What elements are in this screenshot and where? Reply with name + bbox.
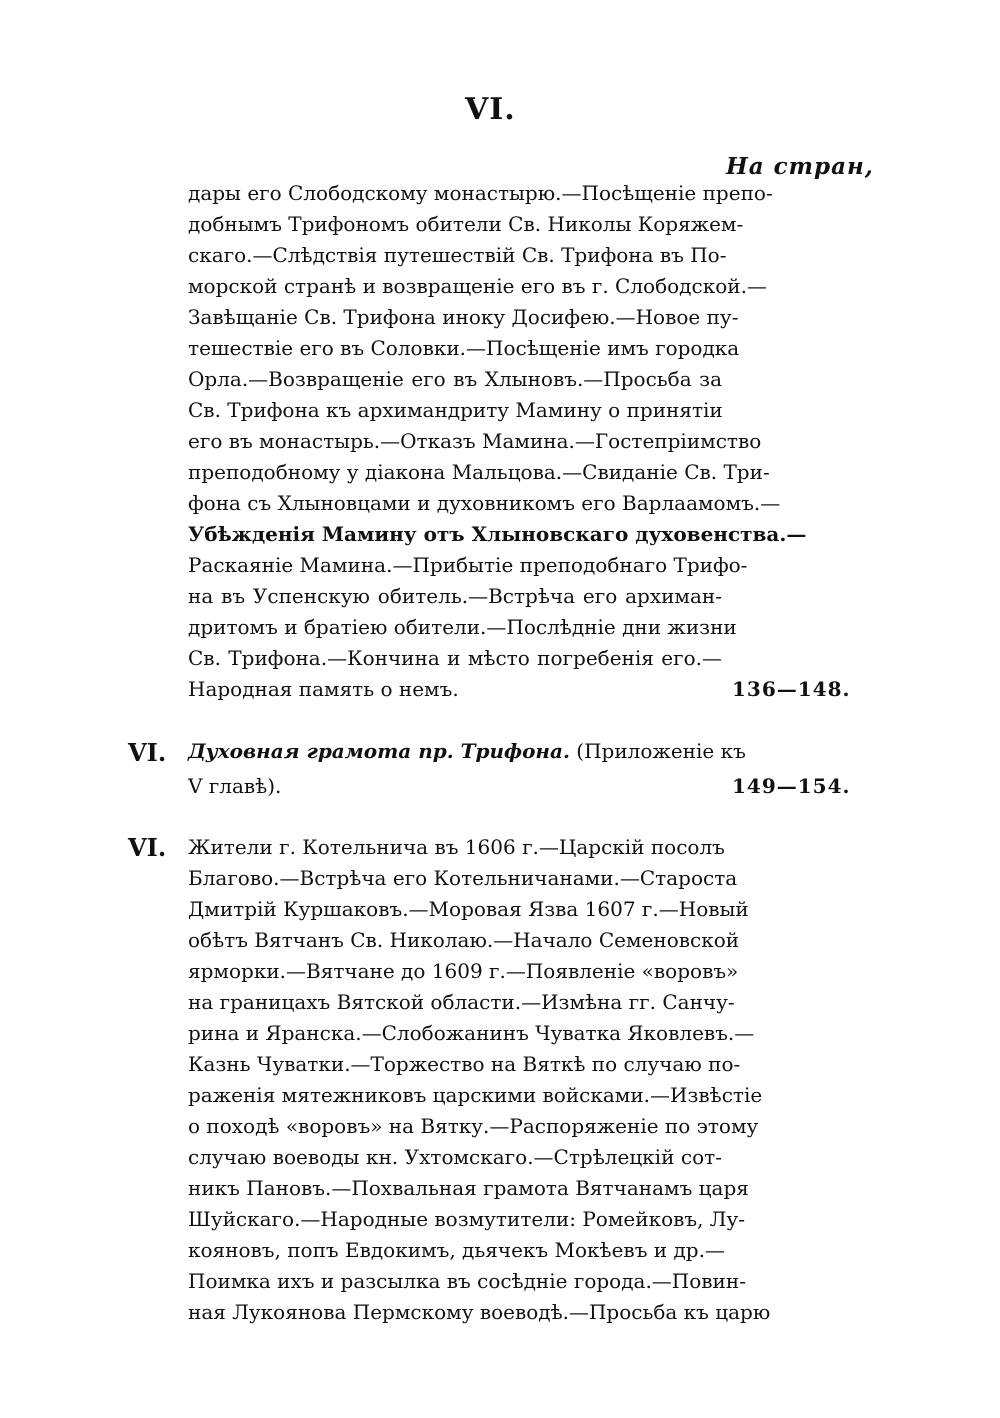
entry-line: Св. Трифона къ архимандриту Мамину о принятіи bbox=[188, 398, 723, 422]
entry-line: скаго.—Слѣдствія путешествій Св. Трифона въ По- bbox=[188, 243, 727, 267]
entry-line: Дмитрій Куршаковъ.—Моровая Язва 1607 г.—Новый bbox=[188, 897, 749, 921]
entry-line: Поимка ихъ и разсылка въ сосѣдніе города.—Повин- bbox=[188, 1269, 746, 1293]
entry-line: на границахъ Вятской области.—Измѣна гг. Санчу- bbox=[188, 990, 735, 1014]
entry-line: никъ Пановъ.—Похвальная грамота Вятчанамъ царя bbox=[188, 1176, 749, 1200]
entry-line: фона съ Хлыновцами и духовникомъ его Варлаамомъ.— bbox=[188, 491, 781, 515]
entry-line: V главѣ). bbox=[188, 774, 282, 798]
page-number: VI. bbox=[465, 92, 516, 127]
entry-line: Народная память о немъ. bbox=[188, 677, 459, 701]
entry-line: дритомъ и братіею обители.—Послѣдніе дни жизни bbox=[188, 615, 737, 639]
entry-line: Убѣжденія Мамину отъ Хлыновскаго духовенства.— bbox=[188, 522, 807, 546]
entry-title: Духовная грамота пр. Трифона. bbox=[188, 739, 570, 763]
entry-line: Орла.—Возвращеніе его въ Хлыновъ.—Просьба за bbox=[188, 367, 722, 391]
entry-line: раженія мятежниковъ царскими войсками.—Извѣстіе bbox=[188, 1083, 763, 1107]
entry-line: преподобному у діакона Мальцова.—Свиданіе Св. Три- bbox=[188, 460, 770, 484]
chapter-number: VI. bbox=[128, 738, 167, 767]
entry-line: о походѣ «воровъ» на Вятку.—Распоряженіе по этому bbox=[188, 1114, 759, 1138]
entry-line: ярморки.—Вятчане до 1609 г.—Появленіе «воровъ» bbox=[188, 959, 739, 983]
entry-line: его въ монастырь.—Отказъ Мамина.—Гостепріимство bbox=[188, 429, 762, 453]
entry-note: (Приложеніе къ bbox=[576, 739, 746, 763]
entry-line: дары его Слободскому монастырю.—Посѣщеніе препо- bbox=[188, 181, 773, 205]
entry-line: Шуйскаго.—Народные возмутители: Ромейковъ, Лу- bbox=[188, 1207, 746, 1231]
page-column-label: На стран, bbox=[726, 153, 874, 180]
entry-line: добнымъ Трифономъ обители Св. Николы Коряжем- bbox=[188, 212, 744, 236]
entry-line: морской странѣ и возвращеніе его въ г. Слободской.— bbox=[188, 274, 767, 298]
chapter-number: VI. bbox=[128, 833, 167, 862]
page-range: 136—148. bbox=[732, 677, 851, 701]
entry-line: Жители г. Котельнича въ 1606 г.—Царскій посолъ bbox=[188, 835, 725, 859]
entry-line: рина и Яранска.—Слобожанинъ Чуватка Яковлевъ.— bbox=[188, 1021, 755, 1045]
entry-line: обѣтъ Вятчанъ Св. Николаю.—Начало Семеновской bbox=[188, 928, 740, 952]
entry-line bbox=[188, 738, 746, 764]
entry-line: Казнь Чуватки.—Торжество на Вяткѣ по случаю по- bbox=[188, 1052, 741, 1076]
entry-line: Благово.—Встрѣча его Котельничанами.—Староста bbox=[188, 866, 738, 890]
entry-line: Св. Трифона.—Кончина и мѣсто погребенія его.— bbox=[188, 646, 722, 670]
entry-line: Раскаяніе Мамина.—Прибытіе преподобнаго Трифо- bbox=[188, 553, 748, 577]
entry-line: Завѣщаніе Св. Трифона иноку Досифею.—Новое пу- bbox=[188, 305, 739, 329]
entry-line: на въ Успенскую обитель.—Встрѣча его архиман- bbox=[188, 584, 722, 608]
entry-line: ная Лукоянова Пермскому воеводѣ.—Просьба къ царю bbox=[188, 1300, 771, 1324]
entry-line: случаю воеводы кн. Ухтомскаго.—Стрѣлецкій сот- bbox=[188, 1145, 722, 1169]
page-range: 149—154. bbox=[732, 774, 851, 798]
entry-line: тешествіе его въ Соловки.—Посѣщеніе имъ городка bbox=[188, 336, 740, 360]
entry-line: кояновъ, попъ Евдокимъ, дьячекъ Мокѣевъ и др.— bbox=[188, 1238, 725, 1262]
